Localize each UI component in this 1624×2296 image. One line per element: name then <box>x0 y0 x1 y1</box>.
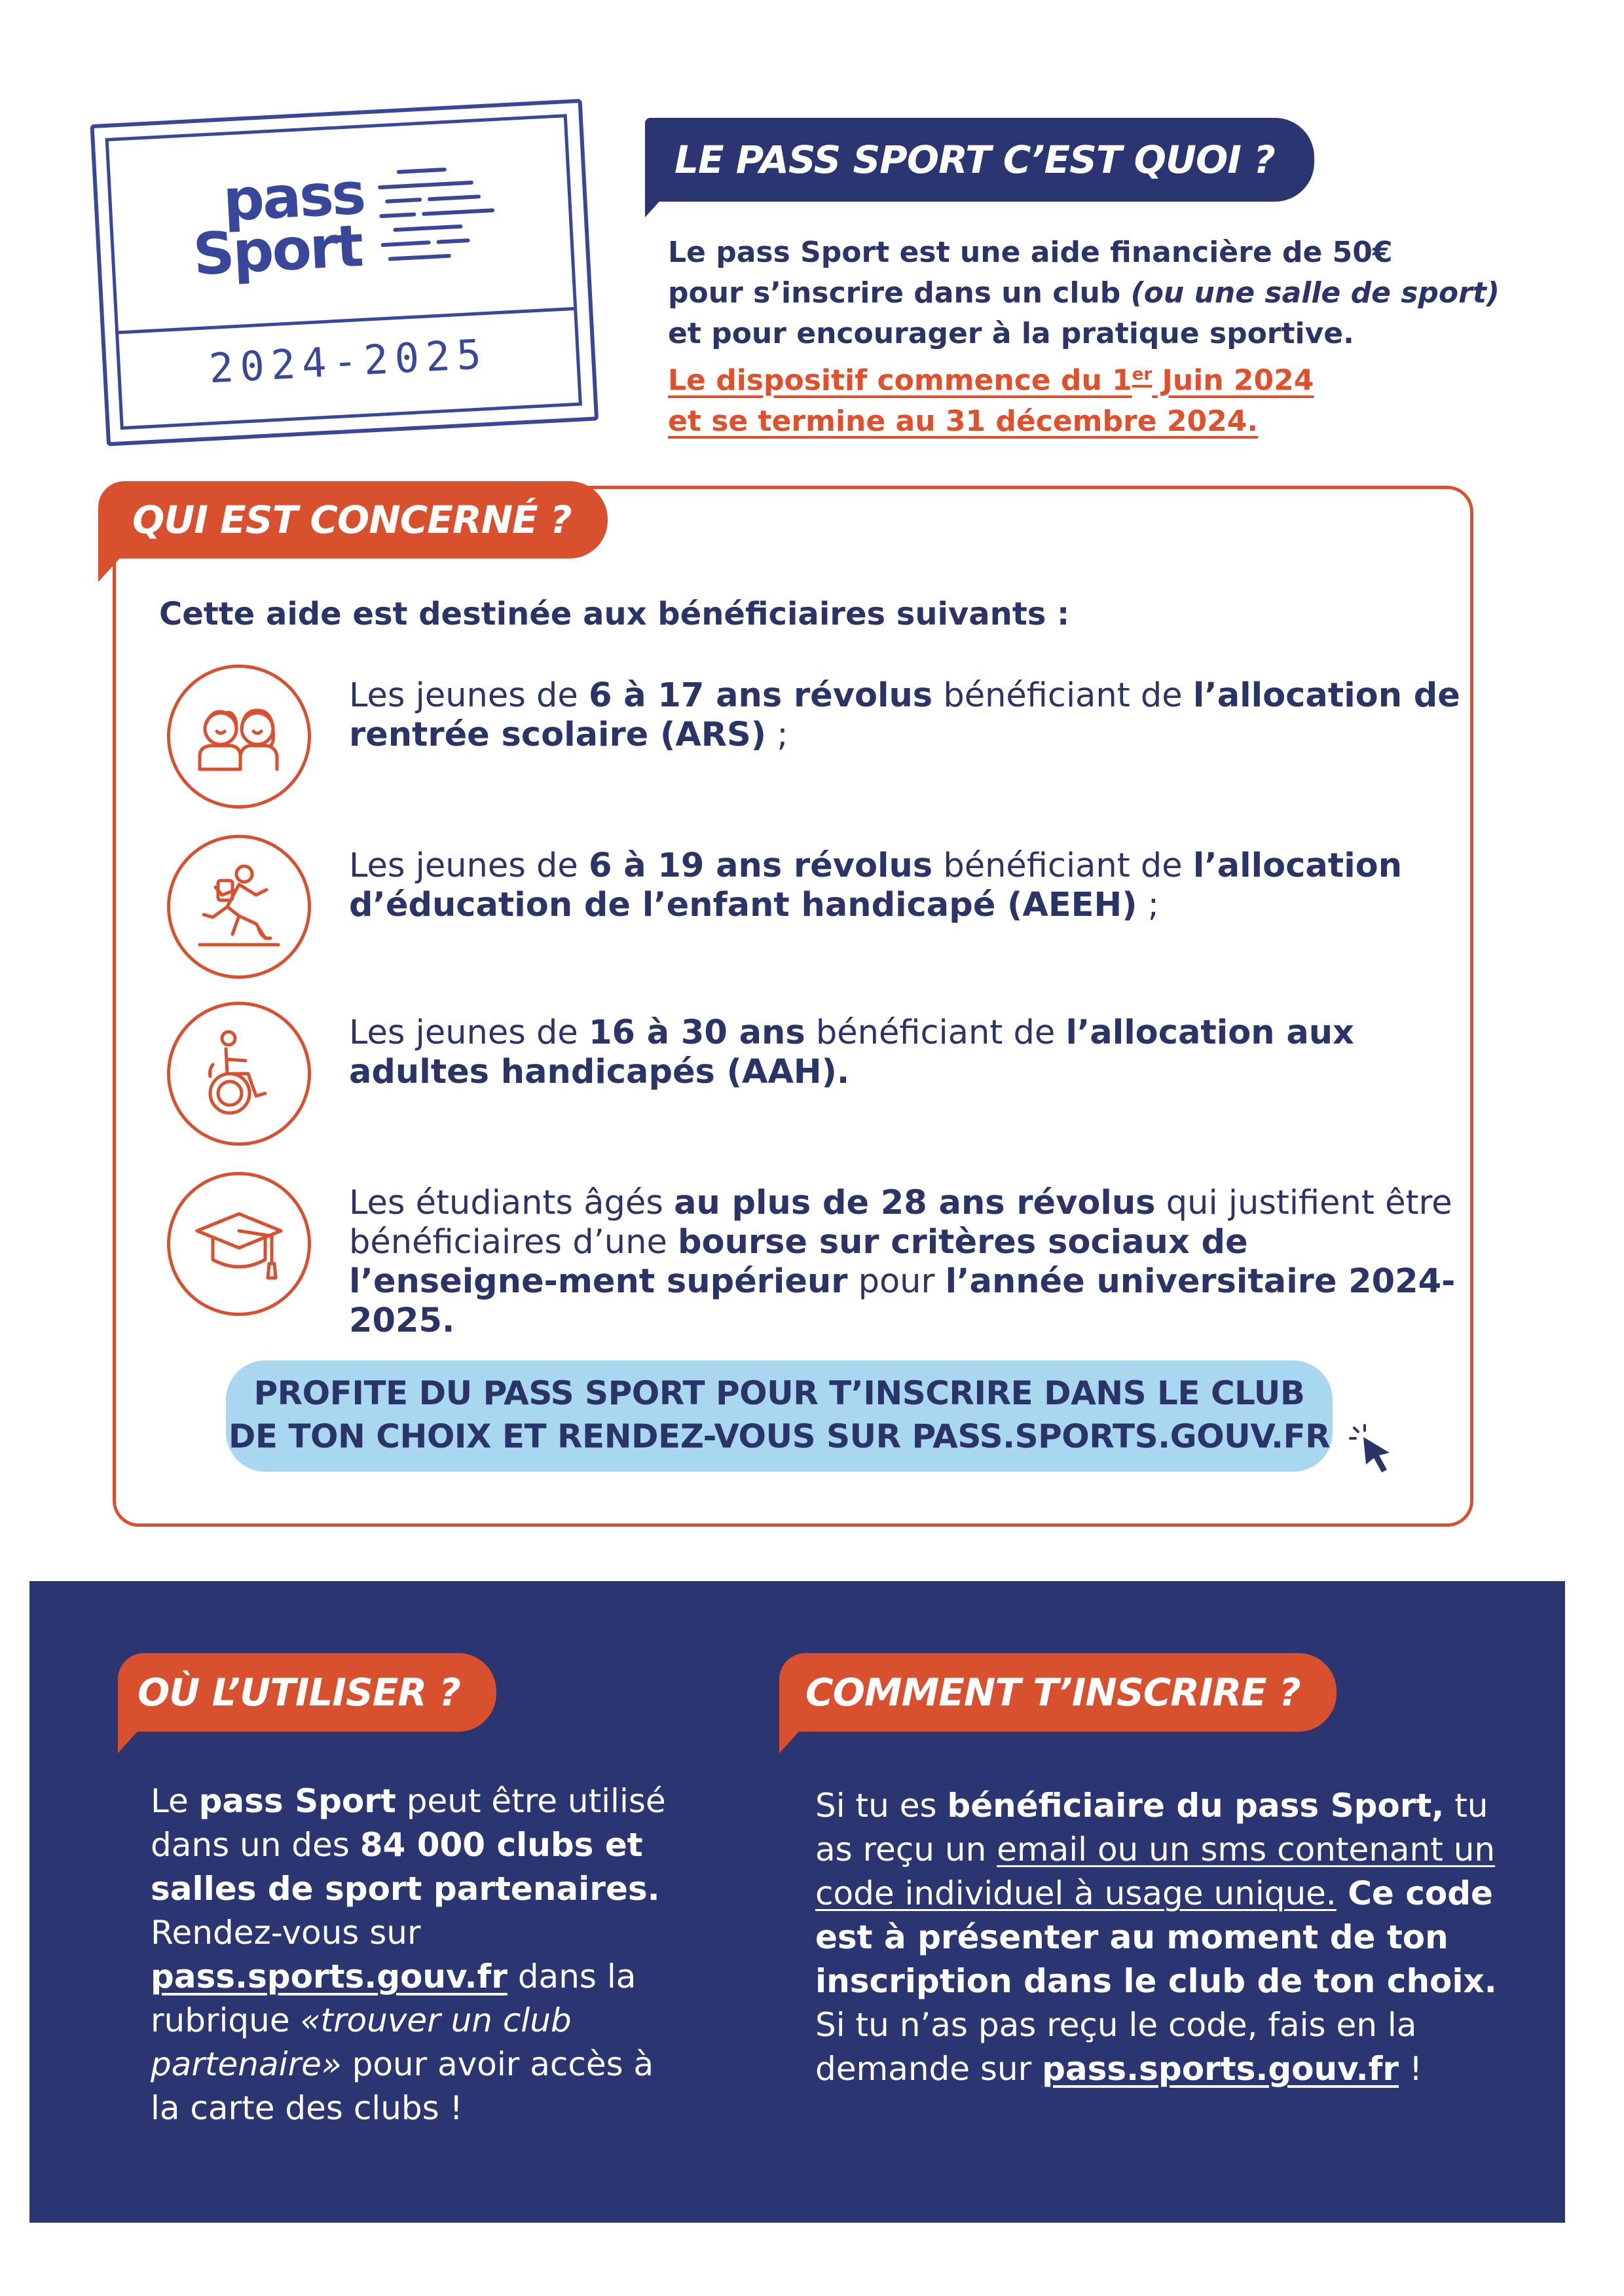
b3-b1: 16 à 30 ans <box>589 1013 805 1052</box>
ou-i1: «trouver un club partenaire» <box>151 2001 572 2083</box>
comment-heading-tail <box>779 1727 803 1753</box>
b1-b2: l’allocation de rentrée scolaire (ARS) <box>349 676 1460 754</box>
intro-red-line-2 <box>668 401 1519 442</box>
intro-text <box>668 232 1519 442</box>
beneficiary-item-4 <box>167 1172 1456 1340</box>
b1-t2: bénéficiant de <box>932 676 1193 715</box>
b2-t3: ; <box>1137 886 1159 924</box>
b1-t1: Les jeunes de <box>349 676 589 715</box>
cursor-click-icon <box>1349 1424 1401 1476</box>
b2-b2: l’allocation d’éducation de l’enfant handicapé (AEEH) <box>349 847 1403 924</box>
ou-p5: pour avoir accès à la carte des clubs ! <box>151 2045 654 2127</box>
stamp-logo-text <box>191 159 368 289</box>
ou-p2: peut être utilisé dans un des <box>151 1782 666 1864</box>
stamp-logo-line2: Sport <box>191 211 363 289</box>
qui-heading: QUI EST CONCERNÉ ? <box>98 481 608 558</box>
intro-red-2: et se termine au 31 décembre 2024. <box>668 404 1259 438</box>
intro-red-1sup: er <box>1132 365 1153 384</box>
comment-p4: ! <box>1399 2050 1422 2088</box>
comment-b1: bénéficiaire du pass Sport, <box>947 1787 1445 1825</box>
b4-t2: qui justifient être bénéficiaires d’une <box>349 1184 1452 1262</box>
intro-red-1a: Le dispositif commence du 1 <box>668 363 1132 397</box>
b4-b2: bourse sur critères sociaux de l’enseigne-ment supérieur <box>349 1223 1248 1301</box>
b4-b3: l’année universitaire 2024-2025. <box>349 1262 1456 1340</box>
stamp-logo-line1: pass <box>221 159 366 234</box>
intro-red-line-1 <box>668 354 1519 401</box>
intro-red-1b: Juin 2024 <box>1152 363 1314 397</box>
comment-p3: Si tu n’as pas reçu le code, fais en la demande sur <box>815 2006 1417 2088</box>
comment-u1: email ou un sms contenant un code individuel à usage unique. <box>815 1831 1496 1912</box>
ou-p3: Rendez-vous sur <box>151 1914 421 1952</box>
cta-line-1: PROFITE DU PASS SPORT POUR T’INSCRIRE DANS LE CLUB <box>253 1374 1305 1412</box>
cta-line-2: DE TON CHOIX ET RENDEZ-VOUS SUR PASS.SPORTS.GOUV.FR <box>228 1417 1331 1455</box>
beneficiary-text-3 <box>349 1013 1462 1092</box>
beneficiary-item-3 <box>167 1002 1444 1159</box>
b4-t3: pour <box>847 1262 946 1301</box>
qui-heading-tail <box>98 553 124 582</box>
pass-sport-stamp-logo <box>90 98 604 451</box>
para-athlete-icon <box>167 835 311 979</box>
b2-t1: Les jeunes de <box>349 847 589 885</box>
b2-t2: bénéficiant de <box>932 847 1193 885</box>
intro-line-3: et pour encourager à la pratique sportive. <box>668 317 1354 350</box>
cta-text[interactable] <box>223 1372 1336 1458</box>
b1-b1: 6 à 17 ans révolus <box>589 676 933 715</box>
ou-p1: Le <box>151 1782 199 1820</box>
speed-lines-icon <box>372 160 509 297</box>
beneficiary-item-1 <box>167 665 1460 822</box>
ou-text <box>151 1779 688 2130</box>
ou-link[interactable]: pass.sports.gouv.fr <box>151 1958 507 1995</box>
beneficiary-item-2 <box>167 835 1444 992</box>
ou-heading: OÙ L’UTILISER ? <box>118 1653 496 1732</box>
children-icon <box>167 665 311 809</box>
comment-p2: tu as reçu un <box>815 1787 1488 1868</box>
comment-b2: Ce code est à présenter au moment de ton inscription dans le club de ton choix. <box>815 1874 1497 2000</box>
ou-b2: 84 000 clubs et salles de sport partenaires. <box>151 1826 660 1908</box>
intro-line-2-italic: (ou une salle de sport) <box>1130 276 1500 310</box>
comment-heading: COMMENT T’INSCRIRE ? <box>779 1653 1337 1732</box>
wheelchair-icon <box>167 1002 311 1146</box>
graduation-cap-icon <box>167 1172 311 1316</box>
b3-t2: bénéficiant de <box>805 1013 1066 1052</box>
ou-p4: dans la rubrique <box>151 1958 637 2039</box>
intro-heading-tail <box>645 190 670 217</box>
intro-line-2 <box>668 273 1519 314</box>
ou-heading-tail <box>118 1727 141 1753</box>
comment-text <box>815 1784 1503 2091</box>
stamp-inner-frame <box>105 114 582 429</box>
intro-heading: LE PASS SPORT C’EST QUOI ? <box>645 118 1314 202</box>
b1-t3: ; <box>766 716 788 754</box>
b3-b2: l’allocation aux adultes handicapés (AAH). <box>349 1013 1354 1091</box>
comment-p1: Si tu es <box>815 1787 948 1825</box>
ou-b1: pass Sport <box>198 1782 396 1820</box>
b3-t1: Les jeunes de <box>349 1013 589 1052</box>
comment-link[interactable]: pass.sports.gouv.fr <box>1042 2050 1399 2088</box>
b4-t1: Les étudiants âgés <box>349 1184 674 1222</box>
intro-line-1: Le pass Sport est une aide financière de 50€ <box>668 236 1393 269</box>
b4-b1: au plus de 28 ans révolus <box>674 1184 1156 1222</box>
b2-b1: 6 à 19 ans révolus <box>589 847 933 885</box>
intro-line-2-text: pour s’inscrire dans un club <box>668 276 1121 310</box>
beneficiary-text-2 <box>349 847 1462 925</box>
beneficiary-text-4 <box>349 1184 1462 1341</box>
stamp-year: 2024-2025 <box>208 329 489 393</box>
beneficiary-text-1 <box>349 676 1462 755</box>
qui-lead: Cette aide est destinée aux bénéficiaires suivants : <box>159 596 1070 632</box>
